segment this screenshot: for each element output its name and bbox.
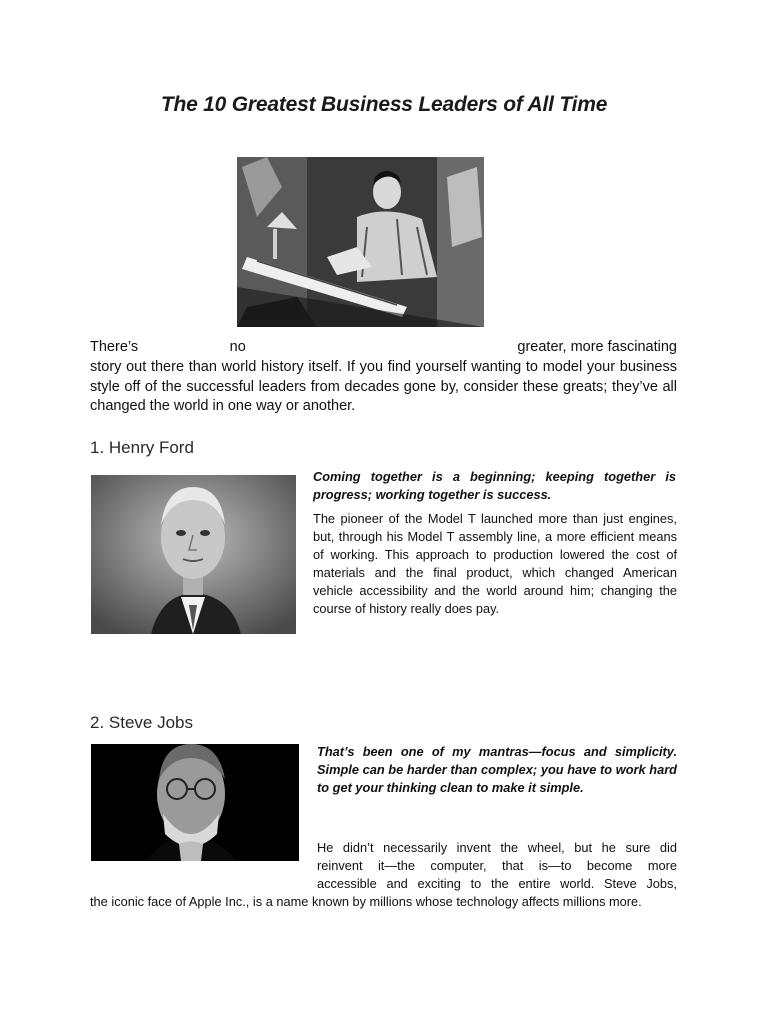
intro-rest: story out there than world history itself. If you find yourself wanting to model your business style off of the successful leaders from decades gone by, consider these greats; they’ve all changed the world in one way or another. [90, 358, 677, 415]
intro-paragraph [90, 338, 677, 417]
portrait-henry-ford [91, 475, 296, 634]
steve-jobs-description-tail: the iconic face of Apple Inc., is a name known by millions whose technology affects millions more. [90, 894, 642, 909]
section-heading-steve-jobs: 2. Steve Jobs [90, 713, 194, 732]
henry-ford-quote: Coming together is a beginning; keeping together is progress; working together is success. [313, 469, 676, 502]
intro-first-line [90, 338, 677, 358]
intro-word: There’s [90, 339, 139, 355]
henry-ford-description: The pioneer of the Model T launched more than just engines, but, through his Model T assembly line, a more efficient means of working. This approach to production lowered the cost of materials and the final product, which changed American vehicle accessibility and the world around him; changing the course of history really does pay. [313, 511, 677, 616]
henry-ford-photo [91, 475, 296, 634]
portrait-steve-jobs [91, 744, 299, 861]
steve-jobs-description-line: He didn’t necessarily invent the wheel, but he sure did [317, 840, 677, 855]
steve-jobs-description-top [317, 839, 677, 893]
hero-illustration [237, 157, 484, 327]
steve-jobs-quote: That’s been one of my mantras—focus and simplicity. Simple can be harder than complex; you have to work hard to get your thinking clean to make it simple. [317, 744, 677, 795]
hero-image [237, 157, 484, 327]
steve-jobs-description-line: accessible and exciting to the entire world. Steve Jobs, [317, 876, 677, 891]
page-title: The 10 Greatest Business Leaders of All Time [160, 93, 608, 116]
steve-jobs-photo [91, 744, 299, 861]
intro-word: no [229, 339, 246, 355]
section-heading-henry-ford: 1. Henry Ford [90, 438, 194, 457]
intro-word: greater, more fascinating [517, 339, 677, 355]
steve-jobs-description-line: reinvent it—the computer, that is—to become more [317, 858, 677, 873]
